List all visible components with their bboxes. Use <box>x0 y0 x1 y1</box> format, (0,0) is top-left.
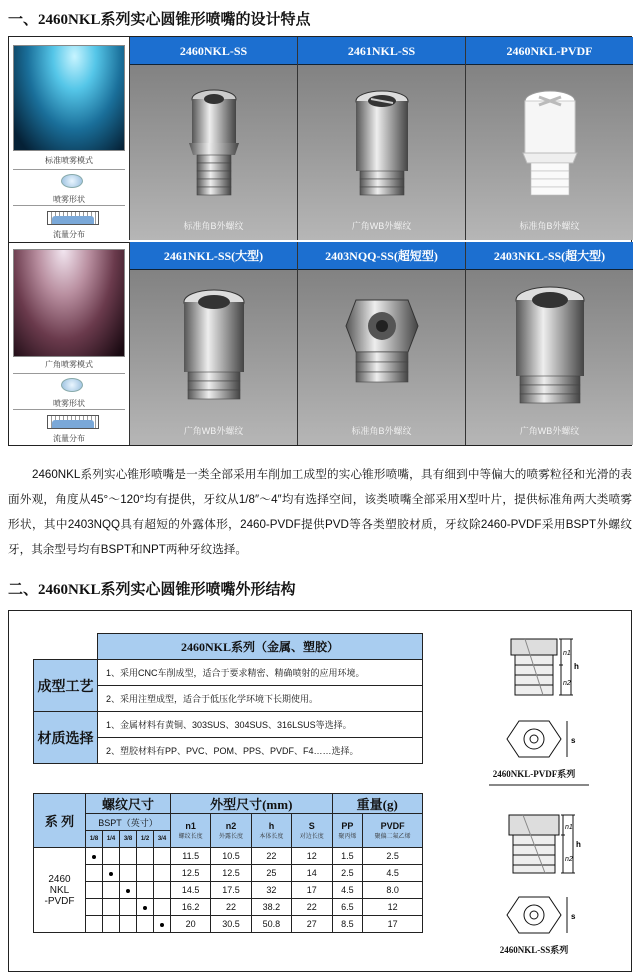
value-cell: 12.5 <box>211 865 251 882</box>
nozzle-plastic-icon <box>515 85 585 205</box>
thread-size-cell <box>86 882 103 899</box>
spray-shape-label: 喷雾形状 <box>53 195 85 204</box>
value-cell: 50.8 <box>251 916 291 933</box>
left-panel-standard <box>9 37 129 242</box>
wide-spray-photo <box>13 249 125 357</box>
thread-size-cell <box>154 882 171 899</box>
mark-n2: n2 <box>565 856 573 863</box>
thread-size-cell <box>120 865 137 882</box>
value-cell: 22 <box>292 899 332 916</box>
process-item-1: 1、采用CNC车削成型，适合于要求精密、精确喷射的应用环境。 <box>98 660 423 686</box>
mark-n1: n1 <box>563 650 571 657</box>
value-cell: 16.2 <box>171 899 211 916</box>
dim-col-n1: n1 螺纹长度 <box>171 814 211 848</box>
selected-dot-icon <box>109 872 113 876</box>
product-thread-label: 广角WB外螺纹 <box>519 426 580 436</box>
weight-col-pp: PP 聚丙烯 <box>332 814 363 848</box>
series-name: 2460 NKL -PVDF <box>34 848 86 933</box>
product-thread-label: 标准角B外螺纹 <box>183 221 244 231</box>
thread-size-cell <box>120 916 137 933</box>
value-cell: 22 <box>251 848 291 865</box>
product-model: 2460NKL-SS <box>130 37 297 65</box>
material-item-2: 2、塑胶材料有PP、PVC、POM、PPS、PVDF、F4……选择。 <box>98 738 423 764</box>
value-cell: 38.2 <box>251 899 291 916</box>
nozzle-steel-xlarge-icon <box>508 282 592 408</box>
product-grid <box>8 36 632 446</box>
process-label: 成型工艺 <box>34 660 98 712</box>
thread-size-col: 3/8 <box>120 831 137 848</box>
table-row <box>34 848 423 865</box>
section2-title: 二、2460NKL系列实心圆锥形喷嘴外形结构 <box>8 582 296 598</box>
value-cell: 2.5 <box>332 865 363 882</box>
dimension-rows <box>34 848 423 933</box>
dims-header: 外型尺寸(mm) <box>171 794 333 814</box>
standard-pattern-label: 标准喷雾模式 <box>45 156 93 165</box>
nozzle-steel-short-icon <box>342 290 422 410</box>
thread-size-cell <box>103 899 120 916</box>
value-cell: 6.5 <box>332 899 363 916</box>
thread-size-cell <box>154 848 171 865</box>
value-cell: 17.5 <box>211 882 251 899</box>
product-cell-2 <box>297 37 465 240</box>
thread-size-cell <box>103 916 120 933</box>
nozzle-steel-wide-icon <box>347 85 417 205</box>
selected-dot-icon <box>126 889 130 893</box>
thread-size-col: 1/8 <box>86 831 103 848</box>
standard-spray-photo <box>13 45 125 151</box>
thread-subheader: BSPT（英寸） <box>86 814 171 831</box>
series-header: 系 列 <box>34 794 86 848</box>
nozzle-technical-drawing <box>459 625 609 965</box>
selected-dot-icon <box>160 923 164 927</box>
flow-distribution-icon <box>47 211 99 225</box>
thread-size-cell <box>103 882 120 899</box>
product-thread-label: 广角WB外螺纹 <box>351 221 412 231</box>
value-cell: 1.5 <box>332 848 363 865</box>
product-thread-label: 广角WB外螺纹 <box>183 426 244 436</box>
thread-size-cell <box>154 899 171 916</box>
value-cell: 30.5 <box>211 916 251 933</box>
nozzle-steel-large-icon <box>176 284 252 408</box>
selected-dot-icon <box>92 855 96 859</box>
value-cell: 8.5 <box>332 916 363 933</box>
value-cell: 14 <box>292 865 332 882</box>
value-cell: 11.5 <box>171 848 211 865</box>
flow-distribution-icon-2 <box>47 415 99 429</box>
product-thread-label: 标准角B外螺纹 <box>351 426 412 436</box>
value-cell: 8.0 <box>363 882 423 899</box>
table-row <box>34 916 423 933</box>
product-thread-label: 标准角B外螺纹 <box>519 221 580 231</box>
material-label: 材质选择 <box>34 712 98 764</box>
wide-pattern-label: 广角喷雾模式 <box>45 360 93 369</box>
thread-size-cell <box>120 899 137 916</box>
value-cell: 25 <box>251 865 291 882</box>
spec-table <box>33 633 423 764</box>
section1-title: 一、2460NKL系列实心圆锥形喷嘴的设计特点 <box>8 12 311 28</box>
spray-shape-icon-2 <box>61 378 83 392</box>
value-cell: 20 <box>171 916 211 933</box>
drawing-label-ss: 2460NKL-SS系列 <box>499 945 569 955</box>
dim-col-n2: n2 外露长度 <box>211 814 251 848</box>
dim-col-h: h 本体长度 <box>251 814 291 848</box>
drawing-label-pvdf: 2460NKL-PVDF系列 <box>492 769 576 779</box>
thread-size-cell <box>86 865 103 882</box>
table-row <box>34 865 423 882</box>
dimension-table <box>33 793 423 933</box>
product-model: 2461NKL-SS(大型) <box>130 242 297 270</box>
value-cell: 12 <box>363 899 423 916</box>
thread-size-cell <box>120 882 137 899</box>
thread-size-cell <box>154 865 171 882</box>
nozzle-steel-threaded-icon <box>179 85 249 205</box>
thread-size-cell <box>86 899 103 916</box>
value-cell: 4.5 <box>332 882 363 899</box>
value-cell: 2.5 <box>363 848 423 865</box>
value-cell: 27 <box>292 916 332 933</box>
flow-distribution-label: 流量分布 <box>53 230 85 239</box>
thread-size-cell <box>103 848 120 865</box>
value-cell: 14.5 <box>171 882 211 899</box>
thread-size-col: 3/4 <box>154 831 171 848</box>
product-cell-1 <box>129 37 297 240</box>
product-model: 2460NKL-PVDF <box>466 37 633 65</box>
product-model: 2461NKL-SS <box>298 37 465 65</box>
thread-header: 螺纹尺寸 <box>86 794 171 814</box>
thread-size-cell <box>86 848 103 865</box>
material-item-1: 1、金属材料有黄铜、303SUS、304SUS、316LSUS等选择。 <box>98 712 423 738</box>
thread-size-cell <box>137 916 154 933</box>
product-cell-5 <box>297 242 465 445</box>
thread-size-cell <box>137 899 154 916</box>
spec-header: 2460NKL系列（金属、塑胶） <box>98 634 423 660</box>
value-cell: 12.5 <box>171 865 211 882</box>
value-cell: 4.5 <box>363 865 423 882</box>
mark-n2: n2 <box>563 680 571 687</box>
spray-shape-icon <box>61 174 83 188</box>
table-row <box>34 882 423 899</box>
product-model: 2403NQQ-SS(超短型) <box>298 242 465 270</box>
value-cell: 17 <box>292 882 332 899</box>
value-cell: 22 <box>211 899 251 916</box>
thread-size-cell <box>86 916 103 933</box>
left-panel-wide <box>9 242 129 447</box>
thread-size-cell <box>103 865 120 882</box>
mark-s: s <box>571 912 576 921</box>
thread-size-cell <box>154 916 171 933</box>
thread-size-cell <box>137 882 154 899</box>
thread-size-cell <box>137 865 154 882</box>
value-cell: 17 <box>363 916 423 933</box>
table-row <box>34 899 423 916</box>
thread-size-col: 1/2 <box>137 831 154 848</box>
product-cell-6 <box>465 242 633 445</box>
mark-h: h <box>576 840 581 849</box>
value-cell: 10.5 <box>211 848 251 865</box>
structure-box <box>8 610 632 972</box>
description-paragraph: 2460NKL系列实心锥形喷嘴是一类全部采用车削加工成型的实心锥形喷嘴，具有细到中等偏大的喷雾粒径和光滑的表面外观，角度从45°～120°均有提供，牙纹从1/8″～4″均有选择空间，该类喷嘴全部采用X型叶片，提供标准角两大类喷雾形状，其中2403NQQ具有超短的外露体形，2460-PVDF提供PVD等各类塑胶材质，牙纹除2460-PVDF采用BSPT外螺纹牙，其余型号均有BSPT和NPT两种牙纹选择。 <box>8 468 632 556</box>
product-cell-4 <box>129 242 297 445</box>
thread-size-col: 1/4 <box>103 831 120 848</box>
mark-s: s <box>571 736 576 745</box>
process-item-2: 2、采用注塑成型，适合于低压化学环境下长期使用。 <box>98 686 423 712</box>
thread-size-cell <box>120 848 137 865</box>
mark-h: h <box>574 662 579 671</box>
spray-shape-label-2: 喷雾形状 <box>53 399 85 408</box>
product-model: 2403NKL-SS(超大型) <box>466 242 633 270</box>
value-cell: 32 <box>251 882 291 899</box>
weight-col-pvdf: PVDF 聚偏二氟乙烯 <box>363 814 423 848</box>
product-cell-3 <box>465 37 633 240</box>
mark-n1: n1 <box>565 824 573 831</box>
flow-distribution-label-2: 流量分布 <box>53 434 85 443</box>
thread-size-cell <box>137 848 154 865</box>
dim-col-s: S 对边长度 <box>292 814 332 848</box>
weight-header: 重量(g) <box>332 794 423 814</box>
selected-dot-icon <box>143 906 147 910</box>
value-cell: 12 <box>292 848 332 865</box>
